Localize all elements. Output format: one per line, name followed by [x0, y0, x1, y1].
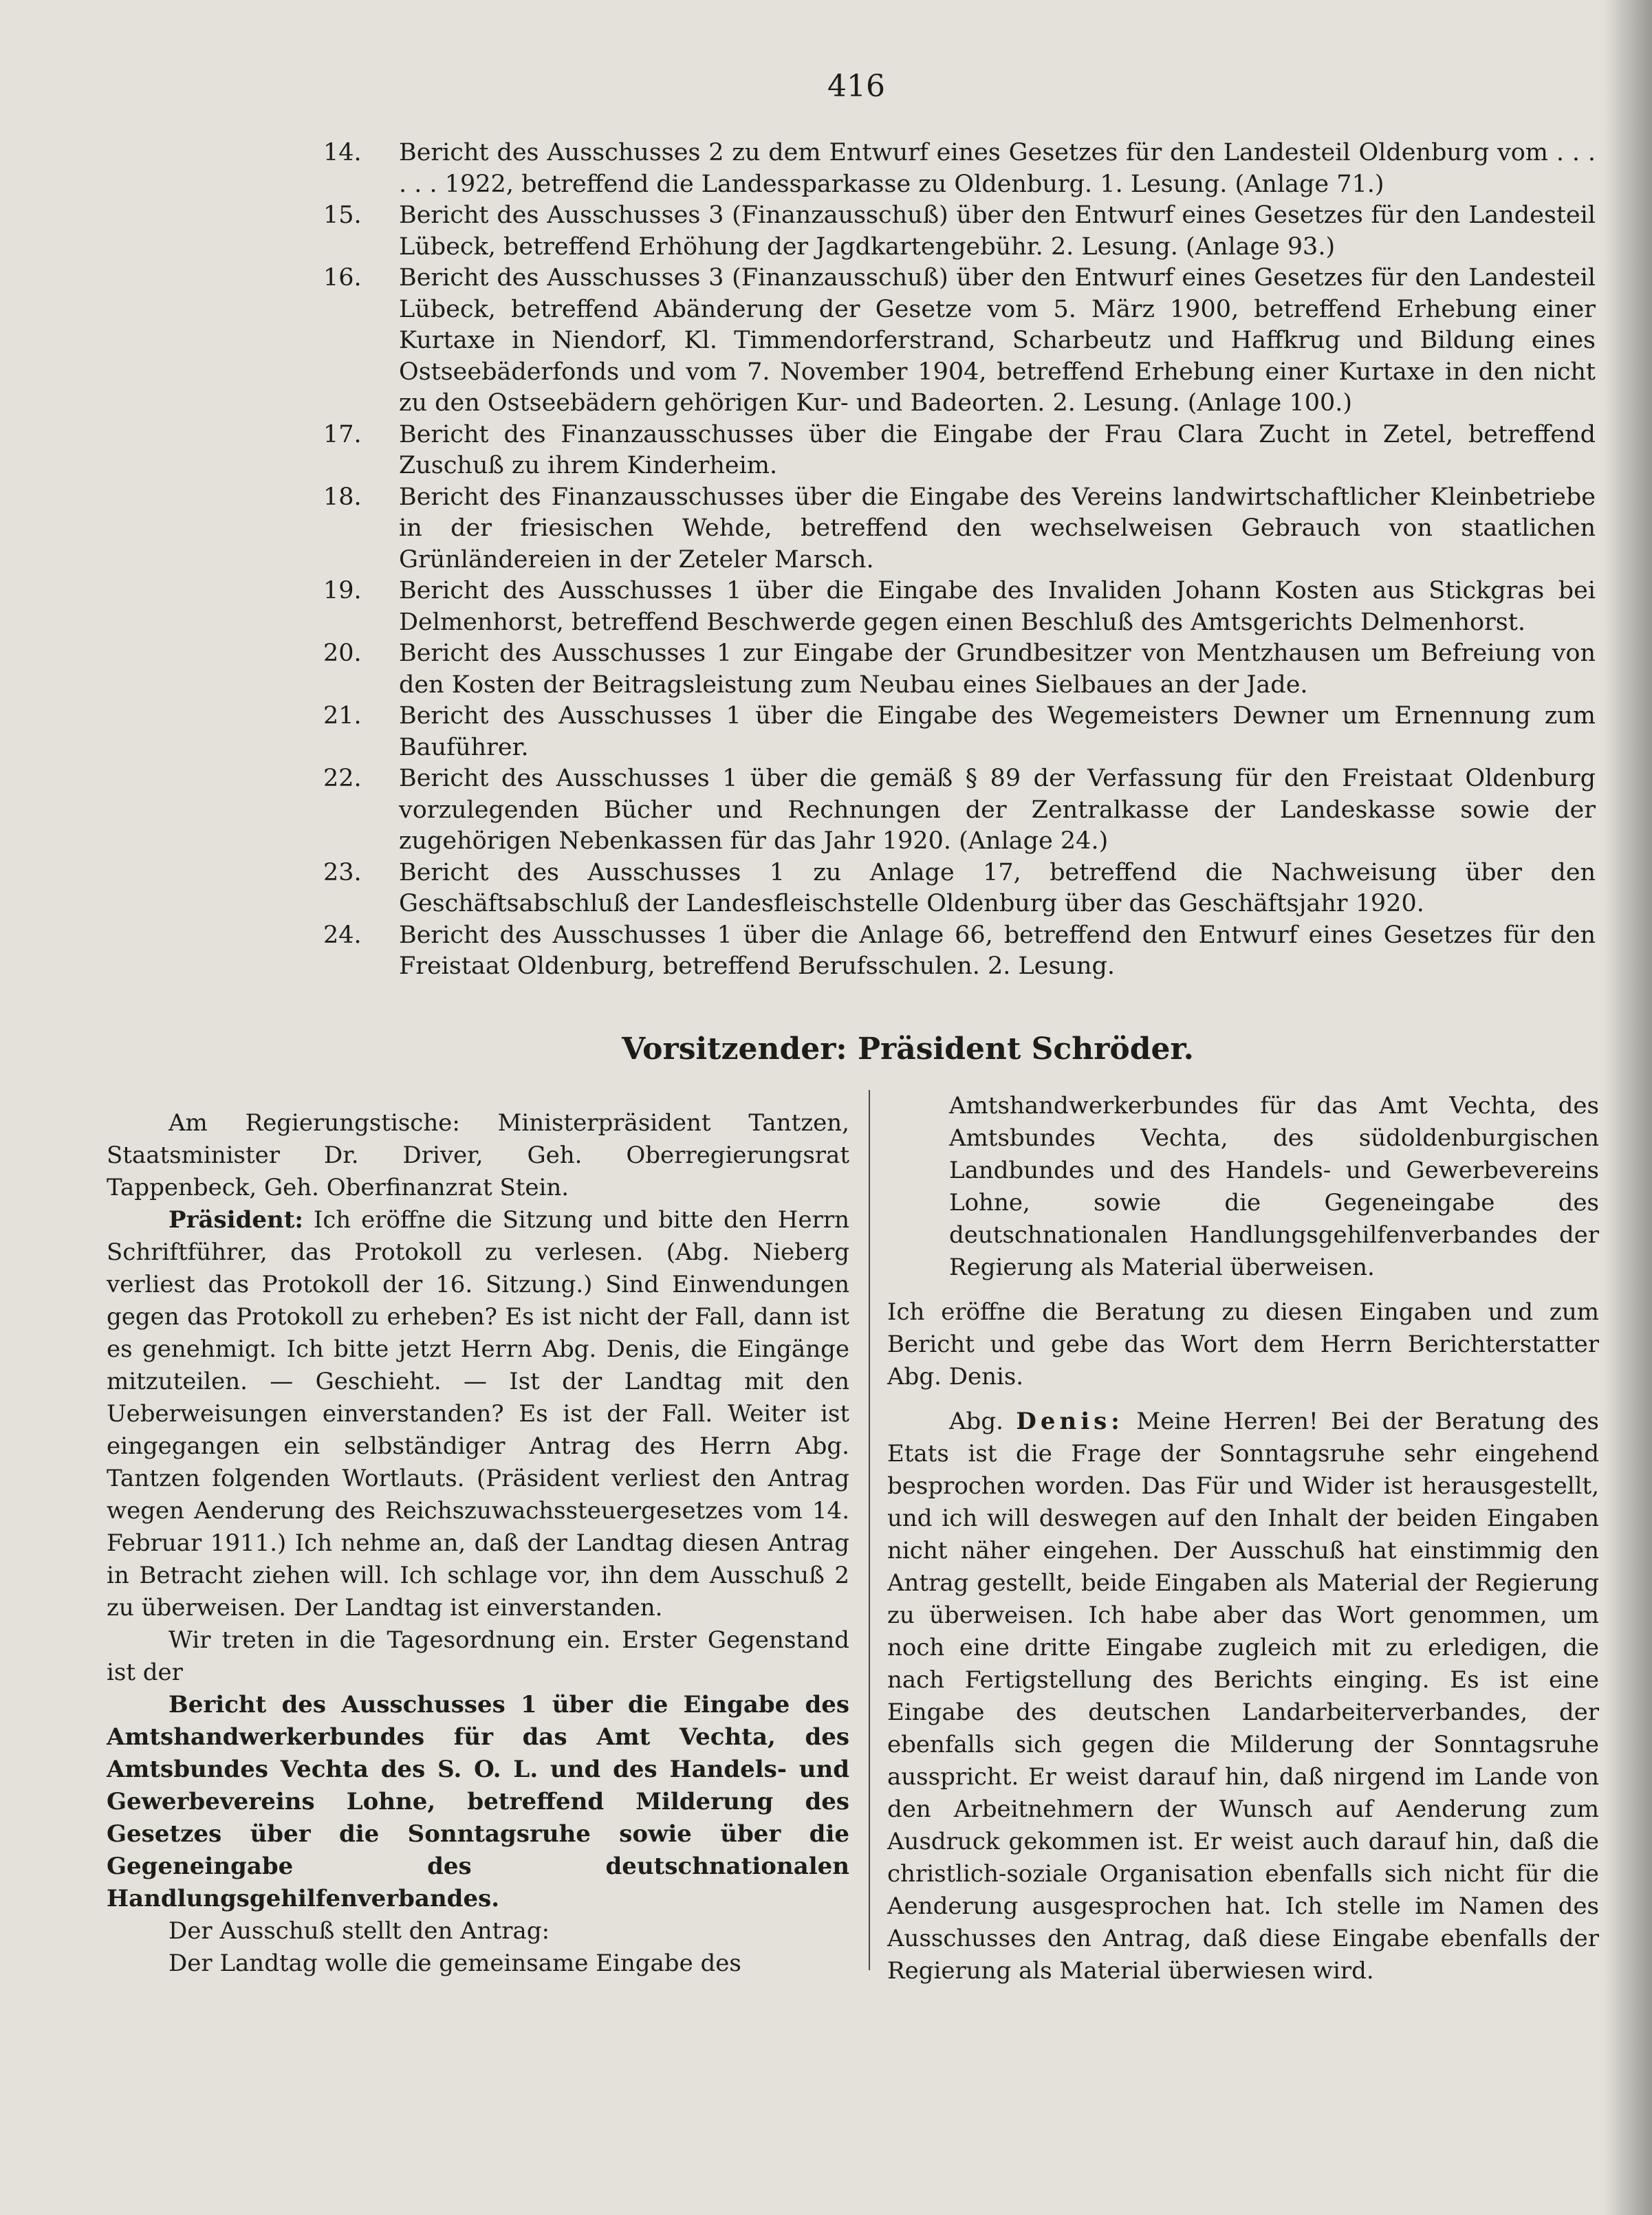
- agenda-item-number: 18.: [323, 483, 362, 511]
- agenda-item: [323, 858, 1596, 920]
- agenda-item: [323, 701, 1596, 763]
- motion-continued: Amtshandwerkerbundes für das Amt Vechta, des Amtsbundes Vechta, des südoldenburgischen Landbundes und des Handels- und Gewerbevereins Lohne, sowie die Gegeneingabe des deutschnationalen Handlungsgehilfenverbandes der Regierung als Material überweisen.: [949, 1092, 1599, 1281]
- agenda-item: [323, 419, 1596, 482]
- agenda-item-text: Bericht des Ausschusses 1 über die Anlage 66, betreffend den Entwurf eines Gesetzes für den Freistaat Oldenburg, betreffend Berufsschulen. 2. Lesung.: [399, 921, 1596, 980]
- report-title: Bericht des Ausschusses 1 über die Eingabe des Amtshandwerkerbundes für das Amt Vechta, des Amtsbundes Vechta des S. O. L. und des Handels- und Gewerbevereins Lohne, betreffend Milderung des Gesetzes über die Sonntagsruhe sowie über die Gegeneingabe des deutschnationalen Handlungsgehilfenverbandes.: [107, 1691, 849, 1912]
- agenda-item-text: Bericht des Ausschusses 1 zur Eingabe der Grundbesitzer von Mentzhausen um Befreiung von den Kosten der Beitragsleistung zum Neubau eines Sielbaues an der Jade.: [399, 640, 1596, 699]
- agenda-item-number: 21.: [323, 702, 362, 730]
- motion-intro: Der Ausschuß stellt den Antrag:: [169, 1917, 550, 1945]
- agenda-intro: Wir treten in die Tagesordnung ein. Erster Gegenstand ist der: [107, 1626, 849, 1686]
- agenda-item-number: 14.: [323, 139, 362, 166]
- agenda-item-number: 24.: [323, 921, 362, 949]
- agenda-item: [323, 920, 1596, 983]
- agenda-item-number: 20.: [323, 640, 362, 667]
- agenda-item-text: Bericht des Ausschusses 1 über die gemäß § 89 der Verfassung für den Freistaat Oldenburg vorzulegenden Bücher und Rechnungen der Zentralkasse der Landeskasse sowie der zugehörigen Nebenkassen für das Jahr 1920. (Anlage 24.): [399, 765, 1596, 855]
- page-number: 416: [827, 69, 885, 104]
- agenda-item-number: 19.: [323, 577, 362, 604]
- agenda-item: [323, 638, 1596, 701]
- agenda-list: [323, 138, 1596, 983]
- agenda-item-text: Bericht des Ausschusses 1 über die Eingabe des Wegemeisters Dewner um Ernennung zum Bauführer.: [399, 702, 1596, 761]
- agenda-item: [323, 263, 1596, 419]
- agenda-item-text: Bericht des Ausschusses 2 zu dem Entwurf eines Gesetzes für den Landesteil Oldenburg vom . . . . . . 1922, betreffend die Landessparkasse zu Oldenburg. 1. Lesung. (Anlage 71.): [399, 139, 1596, 198]
- opening-statement: Ich eröffne die Beratung zu diesen Eingaben und zum Bericht und gebe das Wort dem Herrn Berichterstatter Abg. Denis.: [887, 1298, 1599, 1390]
- agenda-item-number: 22.: [323, 765, 362, 792]
- president-paragraph: [107, 1204, 849, 1624]
- agenda-item-number: 17.: [323, 420, 362, 448]
- agenda-item-text: Bericht des Finanzausschusses über die Eingabe der Frau Clara Zucht in Zetel, betreffend Zuschuß zu ihrem Kinderheim.: [399, 420, 1596, 479]
- page-edge-shadow: [1604, 0, 1652, 2215]
- agenda-item-number: 15.: [323, 201, 362, 229]
- agenda-item-text: Bericht des Ausschusses 1 über die Eingabe des Invaliden Johann Kosten aus Stickgras bei Delmenhorst, betreffend Beschwerde gegen einen Beschluß des Amtsgerichts Delmenhorst.: [399, 577, 1596, 636]
- left-column: [107, 1107, 849, 1980]
- agenda-item: [323, 763, 1596, 858]
- agenda-item-number: 16.: [323, 264, 362, 292]
- agenda-item: [323, 138, 1596, 200]
- agenda-item: [323, 200, 1596, 263]
- right-column: [887, 1090, 1599, 1987]
- president-label: Präsident:: [169, 1206, 303, 1234]
- president-text: Ich eröffne die Sitzung und bitte den Herrn Schriftführer, das Protokoll zu verlesen. (Abg. Nieberg verliest das Protokoll der 16. Sitzung.) Sind Einwendungen gegen das Protokoll zu erheben? Es ist nicht der Fall, dann ist es genehmigt. Ich bitte jetzt Herrn Abg. Denis, die Eingänge mitzuteilen. — Geschieht. — Ist der Landtag mit den Ueberweisungen einverstanden? Es ist der Fall. Weiter ist eingegangen ein selbständiger Antrag des Herrn Abg. Tantzen folgenden Wortlauts. (Präsident verliest den Antrag wegen Aenderung des Reichszuwachssteuergesetzes vom 14. Februar 1911.) Ich nehme an, daß der Landtag diesen Antrag in Betracht ziehen will. Ich schlage vor, ihn dem Ausschuß 2 zu überweisen. Der Landtag ist einverstanden.: [107, 1206, 849, 1622]
- speech-paragraph: [887, 1406, 1599, 1987]
- speech-text: Meine Herren! Bei der Beratung des Etats ist die Frage der Sonntagsruhe sehr eingehend besprochen worden. Das Für und Wider ist herausgestellt, und ich will deswegen auf den Inhalt der beiden Eingaben nicht näher eingehen. Der Ausschuß hat einstimmig den Antrag gestellt, beide Eingaben als Material der Regierung zu überweisen. Ich habe aber das Wort genommen, um noch eine dritte Eingabe zugleich mit zu erledigen, die nach Fertigstellung des Berichts einging. Es ist eine Eingabe des deutschen Landarbeiterverbandes, der ebenfalls sich gegen die Milderung der Sonntagsruhe ausspricht. Er weist darauf hin, daß nirgend im Lande von den Arbeitnehmern der Wunsch auf Aenderung zum Ausdruck gekommen ist. Er weist auch darauf hin, daß die christlich-soziale Organisation ebenfalls sich nicht für die Aenderung ausgesprochen hat. Ich stelle im Namen des Ausschusses den Antrag, daß diese Eingabe ebenfalls der Regierung als Material überwiesen wird.: [887, 1408, 1599, 1985]
- speaker-prefix: Abg.: [949, 1408, 1003, 1435]
- government-table-text: Am Regierungstische: Ministerpräsident Tantzen, Staatsminister Dr. Driver, Geh. Oberregierungsrat Tappenbeck, Geh. Oberfinanzrat Stein.: [107, 1109, 849, 1201]
- speaker-name: Denis:: [1016, 1408, 1124, 1435]
- agenda-item-text: Bericht des Finanzausschusses über die Eingabe des Vereins landwirtschaftlicher Kleinbetriebe in der friesischen Wehde, betreffend den wechselweisen Gebrauch von staatlichen Grünländereien in der Zeteler Marsch.: [399, 483, 1596, 574]
- column-divider: [869, 1090, 870, 1970]
- agenda-item-text: Bericht des Ausschusses 1 zu Anlage 17, betreffend die Nachweisung über den Geschäftsabschluß der Landesfleischstelle Oldenburg über das Geschäftsjahr 1920.: [399, 858, 1596, 917]
- agenda-item-text: Bericht des Ausschusses 3 (Finanzausschuß) über den Entwurf eines Gesetzes für den Landesteil Lübeck, betreffend Abänderung der Gesetze vom 5. März 1900, betreffend Erhebung einer Kurtaxe in Niendorf, Kl. Timmendorferstrand, Scharbeutz und Haffkrug und Bildung eines Ostseebäderfonds und vom 7. November 1904, betreffend Erhebung einer Kurtaxe in den nicht zu den Ostseebädern gehörigen Kur- und Badeorten. 2. Lesung. (Anlage 100.): [399, 264, 1596, 417]
- motion-text: Der Landtag wolle die gemeinsame Eingabe des: [169, 1950, 741, 1977]
- agenda-item-number: 23.: [323, 858, 362, 886]
- agenda-item: [323, 576, 1596, 638]
- agenda-item-text: Bericht des Ausschusses 3 (Finanzausschuß) über den Entwurf eines Gesetzes für den Landesteil Lübeck, betreffend Erhöhung der Jagdkartengebühr. 2. Lesung. (Anlage 93.): [399, 201, 1596, 261]
- agenda-item: [323, 482, 1596, 576]
- chair-heading: Vorsitzender: Präsident Schröder.: [622, 1032, 1194, 1067]
